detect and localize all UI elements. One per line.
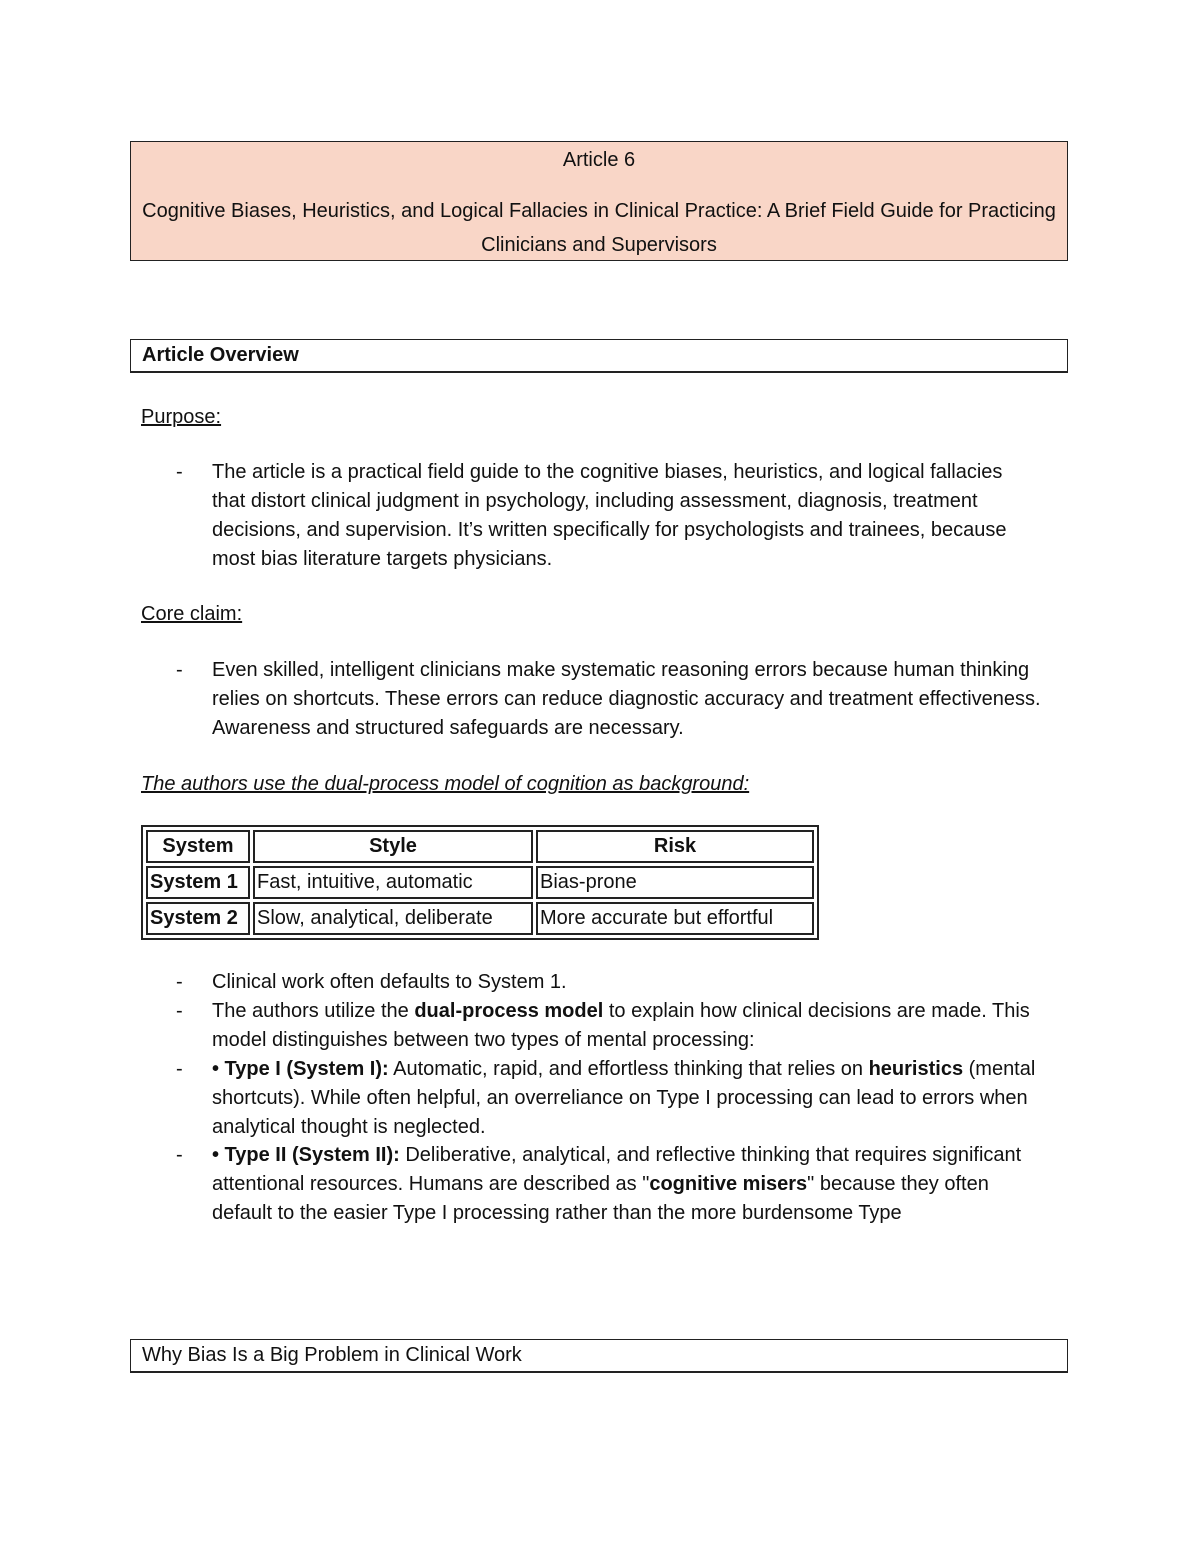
list-item (141, 1055, 1041, 1142)
dual-process-label: The authors use the dual-process model of cognition as background: (141, 773, 750, 795)
table-cell: More accurate but effortful (536, 902, 814, 935)
list-item (141, 968, 1041, 997)
why-bias-heading: Why Bias Is a Big Problem in Clinical Work (130, 1339, 1068, 1373)
article-number: Article 6 (562, 149, 636, 171)
bullet-text (212, 1055, 1041, 1142)
bullet-dash: - (176, 1144, 183, 1166)
bullet-text (212, 997, 1041, 1055)
article-title-box (130, 141, 1068, 261)
bold-term: cognitive misers (649, 1173, 808, 1195)
table-row (146, 866, 814, 899)
core-claim-label: Core claim: (141, 603, 243, 625)
bullet-dash: - (176, 461, 183, 483)
bullet-dash: - (176, 1058, 183, 1080)
text-run: " because they often default to the easier Type I processing rather than the more burdensome Type (212, 1173, 989, 1224)
bold-term: dual-process model (414, 1000, 604, 1022)
bullet-text (212, 1141, 1041, 1228)
purpose-bullet (141, 458, 1041, 574)
bold-term: • Type II (System II): (212, 1144, 400, 1166)
list-item (141, 1141, 1041, 1228)
table-cell: Bias-prone (536, 866, 814, 899)
table-header-cell: Risk (536, 830, 814, 863)
table-cell: Fast, intuitive, automatic (253, 866, 533, 899)
table-cell: Slow, analytical, deliberate (253, 902, 533, 935)
table-cell: System 2 (146, 902, 250, 935)
table-header-cell: Style (253, 830, 533, 863)
table-row (146, 902, 814, 935)
bullet-dash: - (176, 659, 183, 681)
table-cell: System 1 (146, 866, 250, 899)
bold-term: heuristics (868, 1058, 964, 1080)
bullet-text: Clinical work often defaults to System 1. (212, 971, 567, 993)
text-run: The authors utilize the (212, 1000, 415, 1022)
text-run: (mental shortcuts). While often helpful, an overreliance on Type I processing can lead to errors when analytical thought is neglected. (212, 1058, 1036, 1138)
table-header-row (146, 830, 814, 863)
text-run: to explain how clinical decisions are made. This model distinguishes between two types of mental processing: (212, 1000, 1030, 1051)
systems-table (141, 825, 819, 940)
core-claim-text: Even skilled, intelligent clinicians make systematic reasoning errors because human thinking relies on shortcuts. These errors can reduce diagnostic accuracy and treatment effectiveness. Awareness and structured safeguards are necessary. (212, 659, 1041, 739)
list-item (141, 997, 1041, 1055)
bullet-dash: - (176, 1000, 183, 1022)
bold-term: • Type I (System I): (212, 1058, 389, 1080)
article-title: Cognitive Biases, Heuristics, and Logical Fallacies in Clinical Practice: A Brief Field Guide for Practicing Clinicians and Supervisors (142, 200, 1056, 256)
core-claim-bullet (141, 656, 1041, 743)
text-run: Deliberative, analytical, and reflective thinking that requires significant attentional resources. Humans are described as " (212, 1144, 1022, 1195)
bullet-dash: - (176, 971, 183, 993)
purpose-label: Purpose: (141, 406, 222, 428)
article-overview-heading: Article Overview (130, 339, 1068, 373)
text-run: Automatic, rapid, and effortless thinking that relies on (388, 1058, 869, 1080)
table-header-cell: System (146, 830, 250, 863)
purpose-text: The article is a practical field guide to the cognitive biases, heuristics, and logical fallacies that distort clinical judgment in psychology, including assessment, diagnosis, treatment decisions, and supervision. It’s written specifically for psychologists and trainees, because most bias literature targets physicians. (212, 461, 1007, 570)
